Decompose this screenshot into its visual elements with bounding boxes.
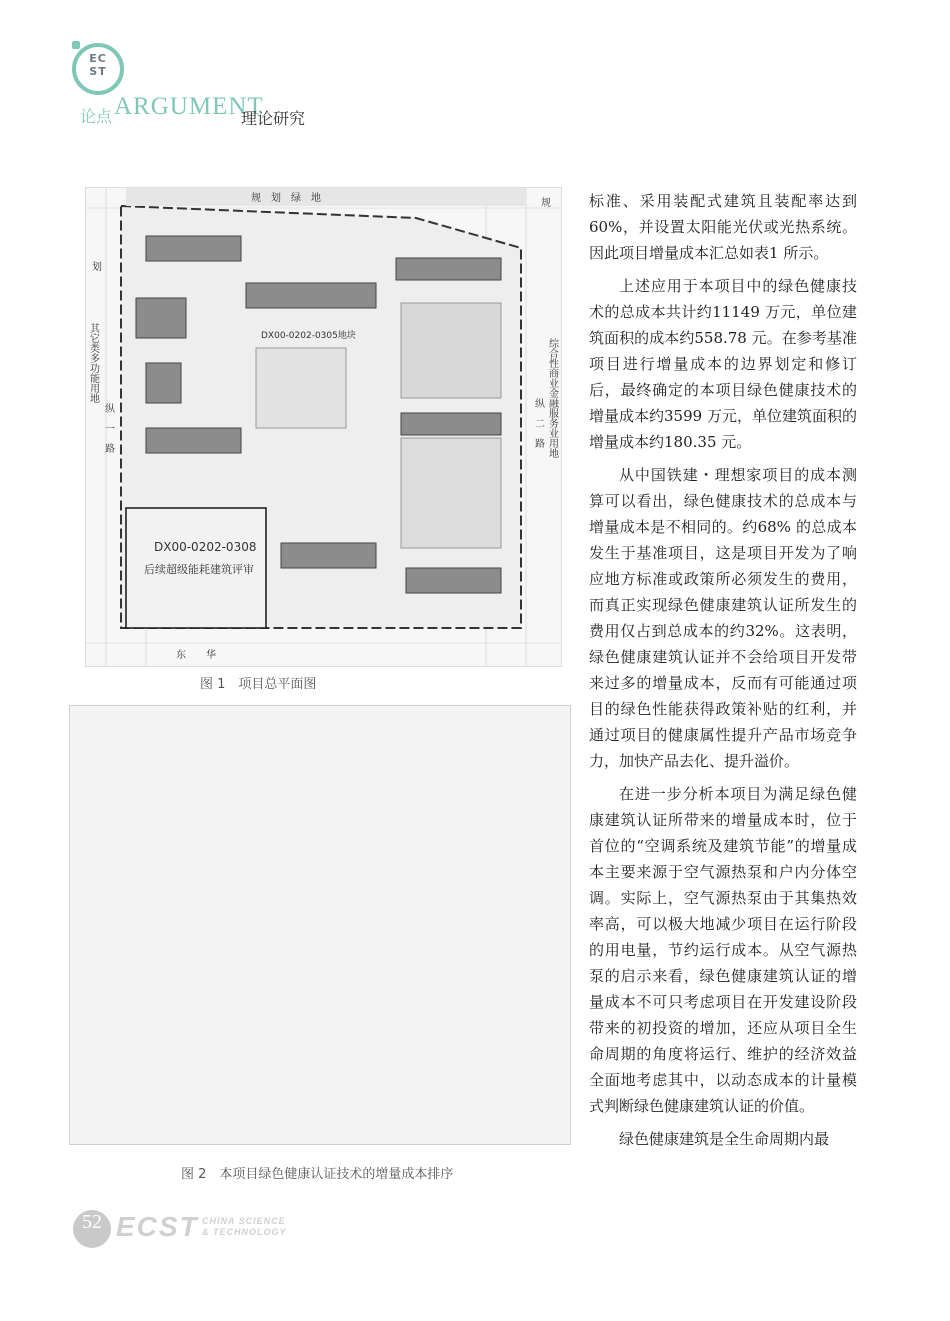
site-plan-figure — [85, 187, 562, 667]
body-paragraph: 绿色健康建筑是全生命周期内最 — [619, 1130, 830, 1148]
body-paragraph: 从中国铁建・理想家项目的成本测算可以看出，绿色健康技术的总成本与增量成本是不相同的。约68% 的总成本发生于基准项目，这是项目开发为了响应地方标准或政策所必须发生的费用，而真正实现绿色健康建筑认证所发生的费用仅占到总成本的约32%。这表明，绿色健康建筑认证并不会给项目开发带来过多的增量成本，反而有可能通过项目的绿色性能获得政策补贴的红利，并通过项目的健康属性提升产品市场竞争力，加快产品去化、提升溢价。 — [589, 466, 857, 770]
map-label-top-right: 规 — [541, 198, 551, 209]
logo-text-line1: EC — [89, 52, 107, 65]
map-label-plot-a: DX00-0202-0305地块 — [261, 331, 356, 341]
map-label-plot-b-line2: 后续超级能耗建筑评审 — [144, 563, 254, 576]
map-label-left-road: 纵 一 路 — [102, 403, 114, 453]
footer-brand: ECST — [116, 1211, 199, 1242]
footer-brand-small — [202, 1216, 287, 1238]
map-label-left-lane: 划 — [92, 262, 102, 273]
map-label-right-road: 纵 二 路 — [532, 398, 544, 448]
journal-logo — [72, 43, 124, 95]
footer-brand-small-line1: CHINA SCIENCE — [202, 1216, 286, 1226]
map-label-right-column: 综合性商业金融服务业用地 — [546, 338, 558, 458]
logo-accent-icon — [72, 41, 80, 49]
body-paragraph: 标准、采用装配式建筑且装配率达到60%，并设置太阳能光伏或光热系统。因此项目增量成本汇总如表1 所示。 — [589, 192, 857, 262]
section-label-en: ARGUMENT — [114, 93, 264, 120]
figure1-caption: 图 1 项目总平面图 — [200, 677, 317, 692]
site-plan-drawing — [86, 188, 561, 666]
map-label-plot-b-line1: DX00-0202-0308 — [154, 540, 257, 554]
map-label-bottom: 东 华 — [176, 650, 216, 661]
figure2-caption: 图 2 本项目绿色健康认证技术的增量成本排序 — [181, 1167, 454, 1182]
footer-brand-small-line2: & TECHNOLOGY — [202, 1227, 287, 1237]
body-paragraph: 在进一步分析本项目为满足绿色健康建筑认证所带来的增量成本时，位于首位的“空调系统及建筑节能”的增量成本主要来源于空气源热泵和户内分体空调。实际上，空气源热泵由于其集热效率高，可以极大地减少项目在运行阶段的用电量，节约运行成本。从空气源热泵的启示来看，绿色健康建筑认证的增量成本不可只考虑项目在开发建设阶段带来的初投资的增加，还应从项目全生命周期的角度将运行、维护的经济效益全面地考虑其中，以动态成本的计量模式判断绿色健康建筑认证的价值。 — [589, 785, 857, 1115]
logo-text-line2: ST — [89, 65, 107, 78]
page-number: 52 — [82, 1211, 102, 1233]
map-label-left-column: 其它类多功能用地 — [87, 323, 99, 403]
body-paragraph: 上述应用于本项目中的绿色健康技术的总成本共计约11149 万元，单位建筑面积的成本约558.78 元。在参考基准项目进行增量成本的边界划定和修订后，最终确定的本项目绿色健康技术的增量成本约3599 万元，单位建筑面积的增量成本约180.35 元。 — [589, 277, 857, 451]
section-subtitle: 理论研究 — [241, 109, 306, 128]
section-label-cn: 论点 — [80, 107, 113, 126]
body-text-column — [589, 188, 857, 1152]
figure2-image — [69, 705, 571, 1145]
map-label-top: 规 划 绿 地 — [251, 193, 321, 204]
